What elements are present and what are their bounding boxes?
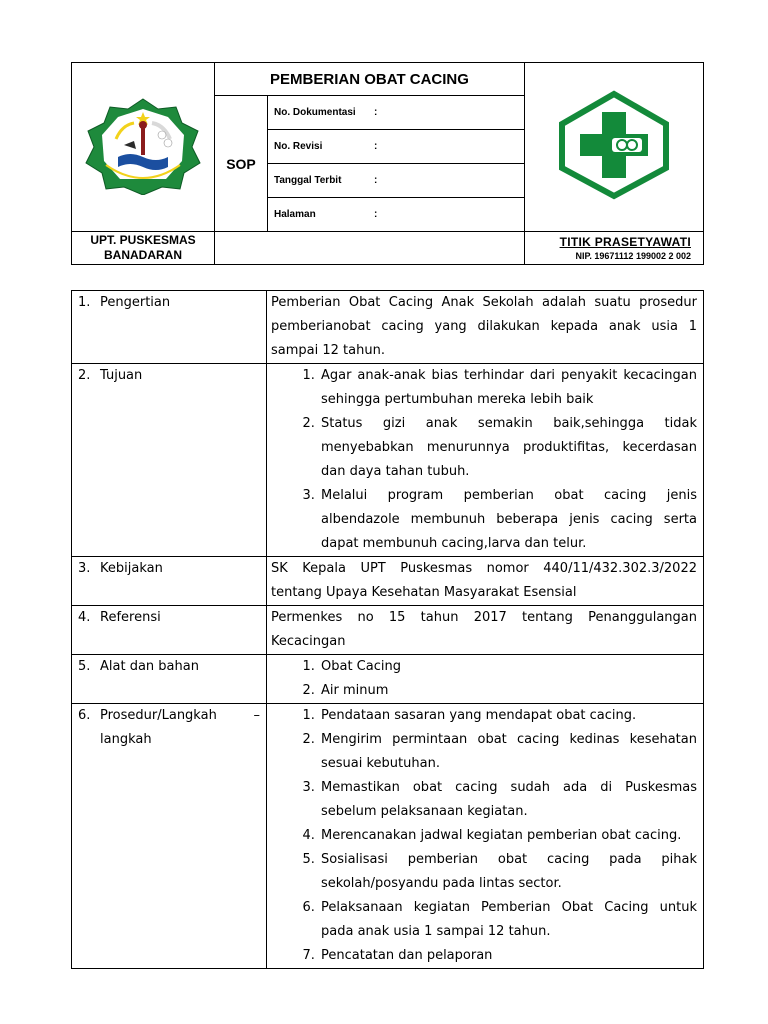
document-title: PEMBERIAN OBAT CACING <box>215 63 525 96</box>
section-label: 2. Tujuan <box>72 364 267 557</box>
section-label: 4. Referensi <box>72 606 267 655</box>
list-item: 1. Pendataan sasaran yang mendapat obat cacing. <box>319 704 697 728</box>
section-row <box>72 606 704 655</box>
list-item: 3. Memastikan obat cacing sudah ada di Puskesmas sebelum pelaksanaan kegiatan. <box>319 776 697 824</box>
numbered-list <box>271 655 697 703</box>
list-item: 7. Pencatatan dan pelaporan <box>319 944 697 968</box>
sop-label: SOP <box>215 96 268 232</box>
section-content <box>267 704 704 969</box>
numbered-list <box>271 704 697 968</box>
list-item: 4. Merencanakan jadwal kegiatan pemberian obat cacing. <box>319 824 697 848</box>
field-no-revisi: No. Revisi : <box>268 130 525 164</box>
field-no-dokumentasi: No. Dokumentasi : <box>268 96 525 130</box>
section-label: 3. Kebijakan <box>72 557 267 606</box>
signer-name: TITIK PRASETYAWATI <box>559 235 691 249</box>
organization-name: UPT. PUSKESMAS BANADARAN <box>72 232 215 265</box>
list-item: 1. Agar anak-anak bias terhindar dari penyakit kecacingan sehingga pertumbuhan mereka lebih baik <box>319 364 697 412</box>
puskesmas-logo <box>554 90 674 200</box>
list-item: 6. Pelaksanaan kegiatan Pemberian Obat Cacing untuk pada anak usia 1 sampai 12 tahun. <box>319 896 697 944</box>
signer-nip: NIP. 19671112 199002 2 002 <box>575 251 691 261</box>
section-label: 6. Prosedur/Langkah – langkah <box>72 704 267 969</box>
section-content: Permenkes no 15 tahun 2017 tentang Penanggulangan Kecacingan <box>267 606 704 655</box>
puskesmas-logo-cell <box>525 63 704 232</box>
list-item: 2. Mengirim permintaan obat cacing kedinas kesehatan sesuai kebutuhan. <box>319 728 697 776</box>
numbered-list <box>271 364 697 556</box>
sop-header-table <box>71 62 704 265</box>
section-label: 1. Pengertian <box>72 291 267 364</box>
list-item: 2. Air minum <box>319 679 697 703</box>
section-content: Pemberian Obat Cacing Anak Sekolah adalah suatu prosedur pemberianobat cacing yang dilakukan kepada anak usia 1 sampai 12 tahun. <box>267 291 704 364</box>
section-row <box>72 557 704 606</box>
regency-emblem-logo <box>78 95 208 195</box>
section-row <box>72 704 704 969</box>
field-tanggal-terbit: Tanggal Terbit : <box>268 164 525 198</box>
section-row <box>72 291 704 364</box>
section-label: 5. Alat dan bahan <box>72 655 267 704</box>
empty-cell <box>215 232 525 265</box>
field-halaman: Halaman : <box>268 198 525 232</box>
sop-body-table <box>71 290 704 969</box>
section-row <box>72 364 704 557</box>
list-item: 3. Melalui program pemberian obat cacing jenis albendazole membunuh beberapa jenis cacing serta dapat membunuh cacing,larva dan telur. <box>319 484 697 556</box>
section-content <box>267 655 704 704</box>
list-item: 2. Status gizi anak semakin baik,sehingga tidak menyebabkan menurunnya produktifitas, kecerdasan dan daya tahan tubuh. <box>319 412 697 484</box>
section-content <box>267 364 704 557</box>
list-item: 5. Sosialisasi pemberian obat cacing pada pihak sekolah/posyandu pada lintas sector. <box>319 848 697 896</box>
section-content: SK Kepala UPT Puskesmas nomor 440/11/432.302.3/2022 tentang Upaya Kesehatan Masyarakat Esensial <box>267 557 704 606</box>
section-row <box>72 655 704 704</box>
emblem-cell <box>72 63 215 232</box>
list-item: 1. Obat Cacing <box>319 655 697 679</box>
signer-block <box>525 232 704 265</box>
